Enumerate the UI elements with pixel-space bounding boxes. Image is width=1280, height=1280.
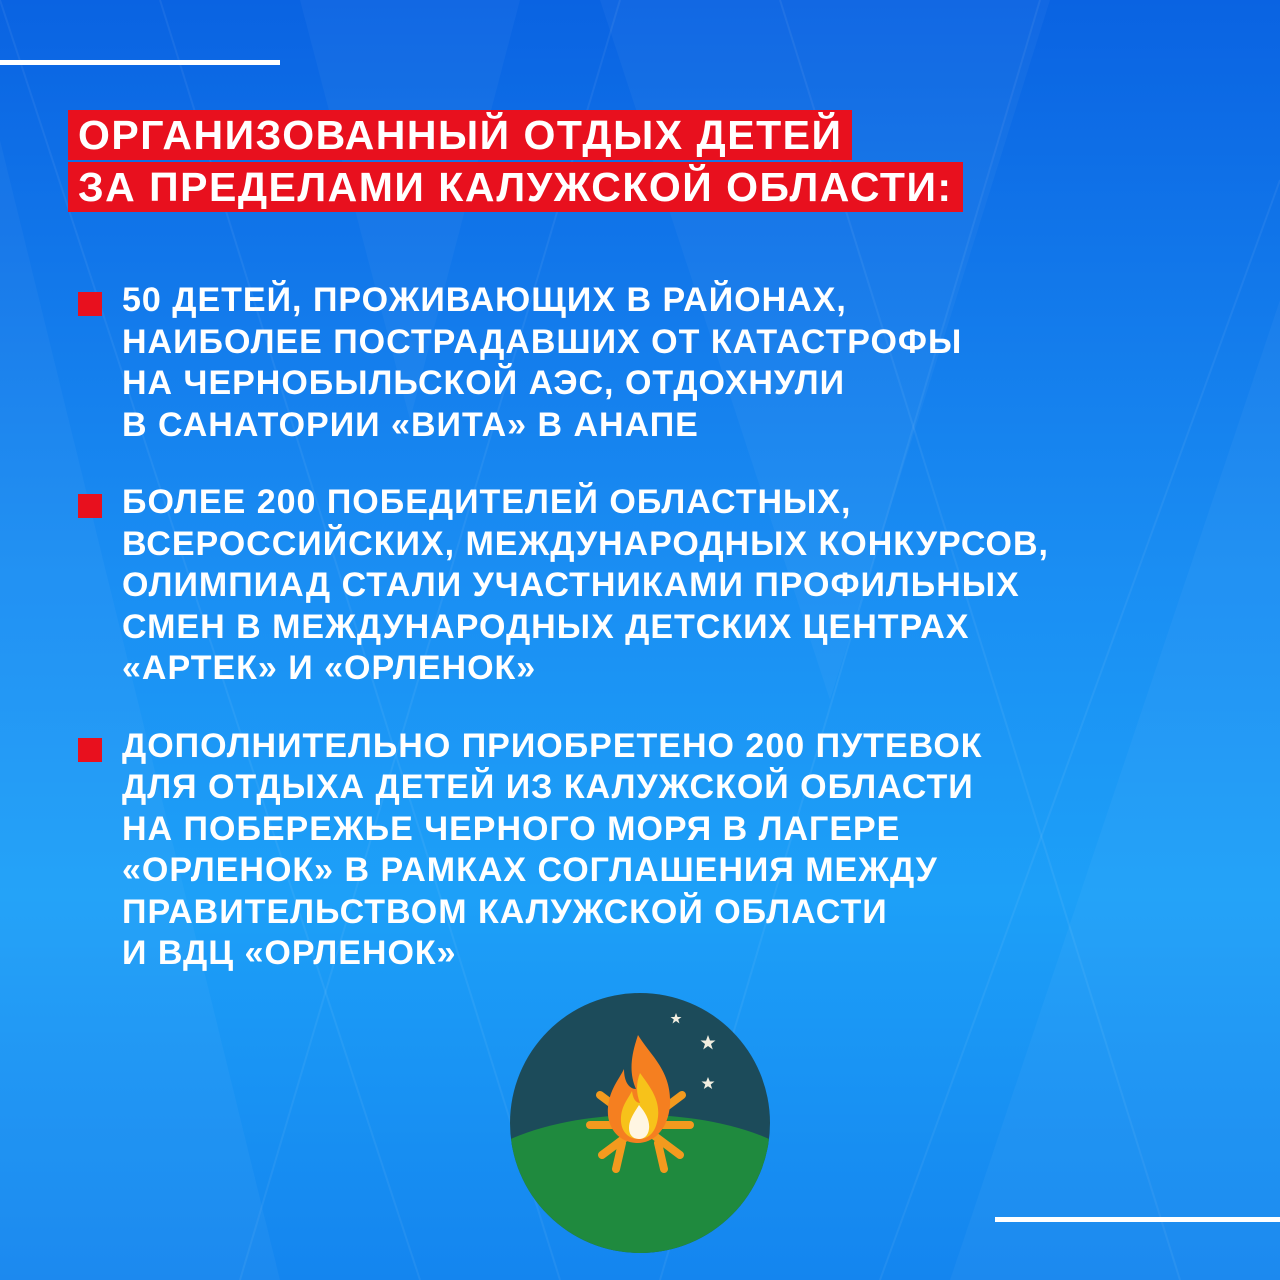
bullet-line: «АРТЕК» И «ОРЛЕНОК» <box>122 649 537 687</box>
title-line-2: ЗА ПРЕДЕЛАМИ КАЛУЖСКОЙ ОБЛАСТИ: <box>68 162 963 212</box>
bullet-line: ВСЕРОССИЙСКИХ, МЕЖДУНАРОДНЫХ КОНКУРСОВ, <box>122 524 1049 563</box>
bullet-line: НА ЧЕРНОБЫЛЬСКОЙ АЭС, ОТДОХНУЛИ <box>122 364 846 402</box>
bullet-line: ДОПОЛНИТЕЛЬНО ПРИОБРЕТЕНО 200 ПУТЕВОК <box>122 726 983 765</box>
bullet-line: В САНАТОРИИ «ВИТА» В АНАПЕ <box>122 405 699 444</box>
bullet-line: НА ПОБЕРЕЖЬЕ ЧЕРНОГО МОРЯ В ЛАГЕРЕ <box>122 809 901 848</box>
top-decorative-line <box>0 60 280 65</box>
bullet-line: ПРАВИТЕЛЬСТВОМ КАЛУЖСКОЙ ОБЛАСТИ <box>122 892 888 931</box>
bullet-item <box>78 482 1268 690</box>
bullet-line: «ОРЛЕНОК» В РАМКАХ СОГЛАШЕНИЯ МЕЖДУ <box>122 851 938 889</box>
campfire-icon <box>510 993 770 1253</box>
bullet-line: ДЛЯ ОТДЫХА ДЕТЕЙ ИЗ КАЛУЖСКОЙ ОБЛАСТИ <box>122 768 974 806</box>
bullet-line: НАИБОЛЕЕ ПОСТРАДАВШИХ ОТ КАТАСТРОФЫ <box>122 322 963 361</box>
bullet-item <box>78 726 1268 975</box>
bottom-decorative-line <box>995 1217 1280 1222</box>
bullet-list <box>78 280 1268 1011</box>
page-title <box>68 110 963 212</box>
bullet-square-icon <box>78 292 102 316</box>
bullet-square-icon <box>78 494 102 518</box>
bullet-line: 50 ДЕТЕЙ, ПРОЖИВАЮЩИХ В РАЙОНАХ, <box>122 281 847 319</box>
title-line-1: ОРГАНИЗОВАННЫЙ ОТДЫХ ДЕТЕЙ <box>68 110 852 160</box>
bullet-line: СМЕН В МЕЖДУНАРОДНЫХ ДЕТСКИХ ЦЕНТРАХ <box>122 607 970 646</box>
bullet-line: БОЛЕЕ 200 ПОБЕДИТЕЛЕЙ ОБЛАСТНЫХ, <box>122 483 852 521</box>
bullet-square-icon <box>78 738 102 762</box>
bullet-line: ОЛИМПИАД СТАЛИ УЧАСТНИКАМИ ПРОФИЛЬНЫХ <box>122 566 1020 604</box>
bullet-item <box>78 280 1268 446</box>
bullet-line: И ВДЦ «ОРЛЕНОК» <box>122 934 457 972</box>
